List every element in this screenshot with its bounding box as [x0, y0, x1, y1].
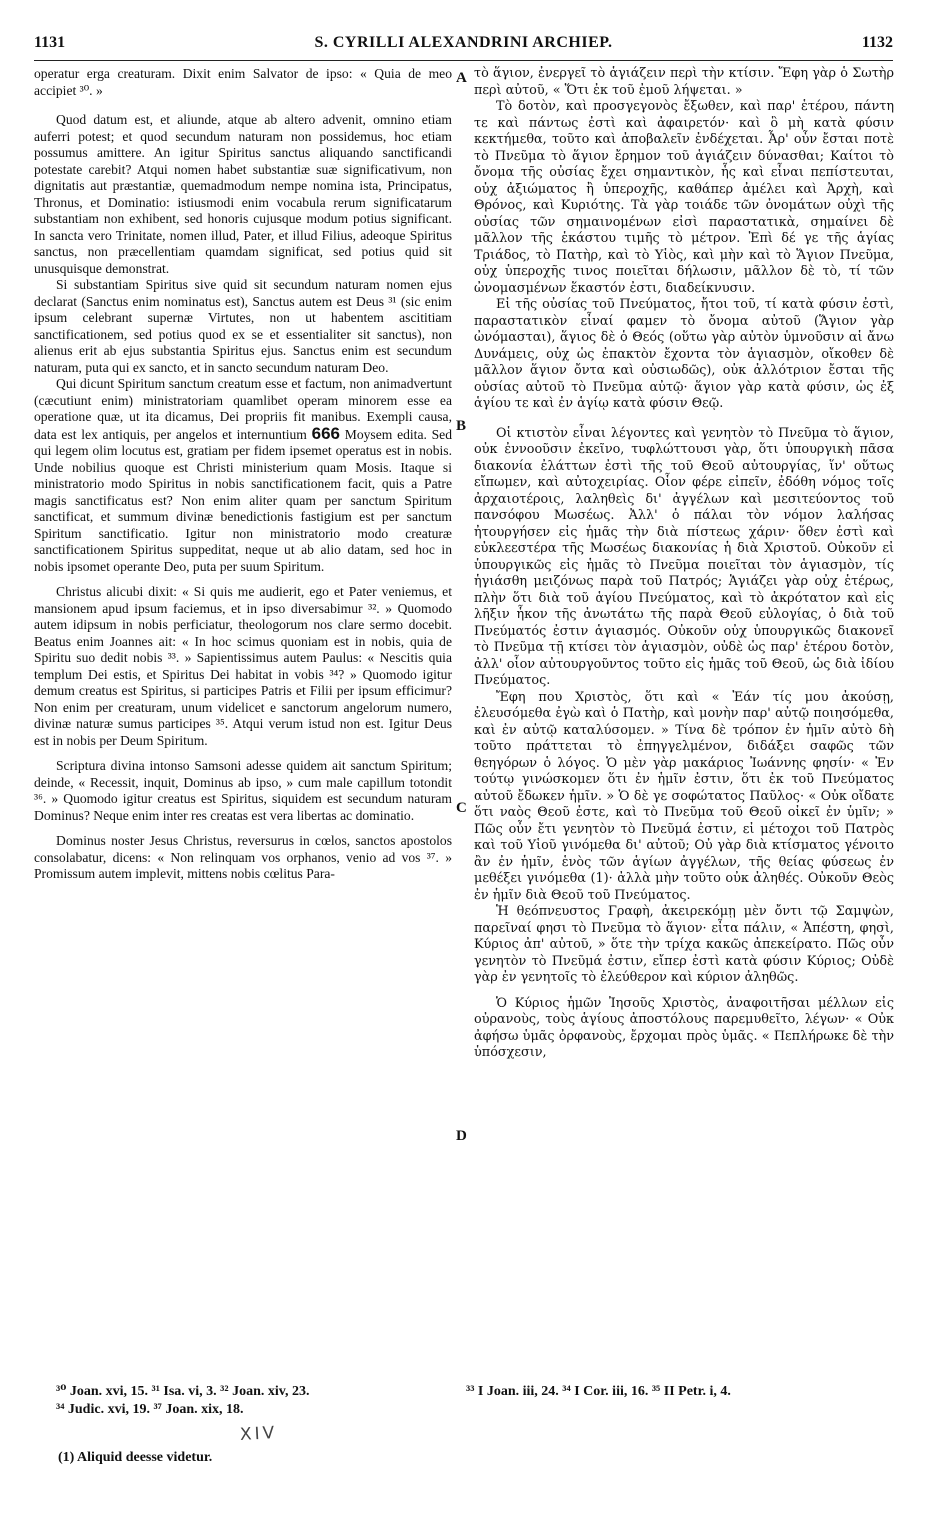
running-title: S. CYRILLI ALEXANDRINI ARCHIEP.	[314, 34, 613, 51]
column-number-666: 666	[311, 423, 340, 443]
greek-paragraph: Εἰ τῆς οὐσίας τοῦ Πνεύματος, ἤτοι τοῦ, τί κατὰ φύσιν ἐστὶ, παραστατικὸν εἶναί φαμεν τὸ ὄνομα αὐτοῦ (Ἅγιον γὰρ ὠνόμασται), ἅγιος δὲ ὁ Θεός (οὕτω γὰρ αὐτὸν ὑμνοῦσιν αἱ ἄνω Δυνάμεις, οὐχ ὡς ἐπακτὸν ἔχοντα τὸν ἁγιασμὸν, οἴκοθεν δὲ μᾶλλον ἅγιον ὄντα καὶ οὐσιωδῶς), οὐκ ἀλλότριον ἔσται τῆς οὐσίας αὐτοῦ τὸ Πνεῦμα αὐτῷ· ἅγιον γὰρ κατὰ φύσιν, ὡς ἐξ ἁγίου τε καὶ ἐν ἁγίῳ κατὰ φύσιν Θεῷ.	[474, 297, 894, 411]
footnote-line: ³³ I Joan. iii, 24. ³⁴ I Cor. iii, 16. ³⁵ II Petr. i, 4.	[466, 1384, 731, 1399]
greek-paragraph: Ἔφη που Χριστὸς, ὅτι καὶ « Ἐάν τίς μου ἀκούσῃ, ἐλευσόμεθα ἐγὼ καὶ ὁ Πατὴρ, καὶ μονὴν παρ' αὐτῷ ποιησόμεθα, καὶ ἐν αὐτῷ καταλύσομεν. » Τίνα δὲ τρόπον ἐν ἡμῖν αὐτὸ δὴ τοῦτο πράττεται τὸ ἐπηγγελμένον, διδάξει σαφῶς τῶν θεηγόρων ὁ λόγος. Ὁ μὲν γὰρ μακάριος Ἰωάννης φησίν· « Ἐν τούτῳ γινώσκομεν ὅτι ἐν ἡμῖν ἐστιν, ὅτι ἐκ τοῦ Πνεύματος αὐτοῦ ἔδωκεν ἡμῖν. » Ὁ δὲ γε σοφώτατος Παῦλος· « Οὐκ οἴδατε ὅτι ναὸς Θεοῦ ἐστε, καὶ τὸ Πνεῦμα τοῦ Θεοῦ οἰκεῖ ἐν ὑμῖν; » Πῶς οὖν ἔτι γενητὸν τὸ Πνεῦμά ἐστιν, εἰ μέτοχοι τοῦ Πατρὸς καὶ τοῦ Υἱοῦ γινόμεθα δι' αὐτοῦ; Οὐ γὰρ διὰ κτίσματος γένοιτο ἂν ἐν ἡμῖν, ἑνὸς τῶν ἁγίων ἀγγέλων, τῆς θείας φύσεως ἐν μεθέξει γινόμεθα (1)· ἀλλὰ μὴν τοῦτο οὐκ ἀληθές. Οὐκοῦν Θεὸς ἐν ἡμῖν διὰ Θεοῦ τοῦ Πνεύματος.	[474, 689, 894, 903]
greek-paragraph: τὸ ἅγιον, ἐνεργεῖ τὸ ἁγιάζειν περὶ τὴν κτίσιν. Ἔφη γὰρ ὁ Σωτὴρ περὶ αὐτοῦ, « Ὅτι ἐκ τοῦ ἐμοῦ λήψεται. »	[474, 66, 894, 98]
footnote-line: ³⁴ Judic. xvi, 19. ³⁷ Joan. xix, 18.	[56, 1402, 244, 1417]
greek-paragraph: Ὁ Κύριος ἡμῶν Ἰησοῦς Χριστὸς, ἀναφοιτῆσαι μέλλων εἰς οὐρανοὺς, τοὺς ἁγίους ἀποστόλους παρεμυθεῖτο, λέγων· « Οὐκ ἀφήσω ὑμᾶς ὀρφανοὺς, ἔρχομαι πρὸς ὑμᾶς. « Πεπλήρωκε δὲ τὴν ὑπόσχεσιν,	[474, 995, 894, 1060]
editorial-note: (1) Aliquid deesse videtur.	[58, 1450, 213, 1465]
latin-column	[34, 66, 452, 883]
latin-text: Qui dicunt Spiritum sanctum creatum esse et factum, non animadvertunt (cæcutiunt enim) ministratoriam quamlibet operam minorem esse ea operatione quæ, ut ita dicamus, Dei propriis fit manibus. Exempli causa, data est lex antiquis, per angelos et internuntium	[34, 376, 452, 442]
greek-paragraph: Ἡ θεόπνευστος Γραφὴ, ἀκειρεκόμῃ μὲν ὄντι τῷ Σαμψὼν, παρεῖναί φησι τὸ Πνεῦμα τὸ ἅγιον· εἶτα πάλιν, « Ἀπέστη, φησὶ, Κύριος ἀπ' αὐτοῦ, » ὅτε τὴν τρίχα κακῶς ἀπεκείρατο. Πῶς οὖν γενητὸν τὸ Πνεῦμά ἐστιν, εἴπερ ἐστὶ κατὰ φύσιν Κύριος; Οὐδὲ γὰρ ἐν γενητοῖς τὸ ἐλεύθερον καὶ κύριον ἀληθῶς.	[474, 904, 894, 985]
section-marker-d: D	[456, 1128, 467, 1144]
handwritten-annotation: XIV	[239, 1423, 278, 1445]
section-marker-a: A	[456, 70, 467, 86]
latin-paragraph: Scriptura divina intonso Samsoni adesse quidem ait sanctum Spiritum; deinde, « Recessit, inquit, Dominus ab ipso, » cum male capillum totondit ³⁶. » Quomodo igitur creatus est Spiritus, siquidem est secundum naturam Dominus? Neque enim inter res creatas est vera libertas ac dominatio.	[34, 758, 452, 823]
latin-paragraph: Quod datum est, et aliunde, atque ab altero advenit, omnino etiam auferri potest; et quod secundum naturam non possidemus, hoc etiam possumus amittere. An igitur Spiritus sanctus aliquando sanctificandi potestate carebit? Atqui nomen habet substantiæ suæ significativum, non dignitatis aut præstantiæ, quemadmodum nempe nomina ista, Principatus, Thronus, et Dominatio: istiusmodi enim vocabula rerum significatarum substantiam non exhibent, sed honoris cujusque modum potius significant. In sancta vero Trinitate, nomen illud, Pater, et illud Filius, adeoque Spiritus sanctus, non præcellentiam quamdam significat, sed potius quid sit unusquisque demonstrat.	[34, 112, 452, 276]
greek-paragraph: Οἱ κτιστὸν εἶναι λέγοντες καὶ γενητὸν τὸ Πνεῦμα τὸ ἅγιον, οὐκ ἐννοοῦσιν ἐκεῖνο, τυφλώττουσι γὰρ, ὅτι ὑπουργικὴ πᾶσα διακονία ἐλάττων ἐστὶ τῆς τοῦ Θεοῦ αὐτουργίας, ἵν' οὕτως εἴπωμεν, καὶ αὐτοχειρίας. Οἷον φέρε εἰπεῖν, ἐδόθη νόμος τοῖς ἀρχαιοτέροις, λαληθεὶς δι' ἀγγέλων καὶ μεσιτεύοντος τοῦ πανσόφου Μωσέως. Ἀλλ' ὁ πάλαι τὸν νόμον λαλήσας ἠτουργήσεν εἰς ἡμᾶς τὴν διὰ πίστεως χάριν· ὅθεν ἐστὶ καὶ εὐκλεεστέρα τῆς Μωσέως διακονίας ἡ διὰ Χριστοῦ. Οὐκοῦν εἰ ὑπουργικῶς εἰς ἡμᾶς τὸ Πνεῦμα ποιεῖται τὸν ἁγιασμὸν, τίς ἡγιάσθη μειζόνως παρὰ τοῦ Πατρός; Ἁγιάζει γὰρ οὐχ ἑτέρως, πλὴν ὅτι διὰ τοῦ ἁγίου Πνεύματος, καὶ τὸ ἀκρότατον καὶ εἰς λῆξιν ἧκον τῆς ἀνωτάτω τῆς παρὰ Θεοῦ εὐλογίας, ὁ διὰ τοῦ Πνεύματός ἐστιν ἁγιασμός. Οὐκοῦν οὐχ ὑπουργικῶς διακονεῖ τὸ Πνεῦμα τῇ κτίσει τὸν ἁγιασμὸν, οὐδὲ ὡς παρ' ἑτέρου δοτὸν, ἀλλ' οἷον αὐτουργοῦντος τοῦτο εἰς ἡμᾶς τοῦ Θεοῦ, ὡς διὰ ἰδίου Πνεύματος.	[474, 425, 894, 688]
latin-paragraph: Christus alicubi dixit: « Si quis me audierit, ego et Pater veniemus, et mansionem apud ipsum faciemus, et in ipso diversabimur ³². » Quomodo autem idipsum in nobis perficiatur, theologorum nos clare sermo docebit. Beatus enim Joannes ait: « In hoc scimus quoniam est in nobis, quia de Spiritu suo dedit nobis ³³. » Sapientissimus autem Paulus: « Nescitis quia templum Dei estis, et Spiritus Dei habitat in vobis ³⁴? » Quomodo igitur demum creatus est Spiritus, si participes Patris et Filii per ipsum efficimur? Non enim per creaturam, unum videlicet e sanctorum angelorum numero, divinæ naturæ sumus participes ³⁵. Atqui verum istud non est. Igitur Deus est in nobis per Deum Spiritum.	[34, 584, 452, 748]
page-number-right: 1132	[861, 34, 893, 51]
page-number-left: 1131	[34, 34, 66, 51]
greek-paragraph: Τὸ δοτὸν, καὶ προσγεγονὸς ἔξωθεν, καὶ παρ' ἑτέρου, πάντη τε καὶ πάντως ἐστὶ καὶ ἀφαιρετόν· καὶ ὃ μὴ κατὰ φύσιν κεκτήμεθα, τοῦτο καὶ ἀποβαλεῖν ἐνδέχεται. Ἆρ' οὖν ἔσται ποτὲ τὸ Πνεῦμα τὸ ἅγιον ἔρημον τοῦ ἁγιάζειν δύνασθαι; Καίτοι τὸ ὄνομα τῆς οὐσίας ἔχει σημαντικὸν, ἧς καὶ εἶναι πεπίστευται, οὐχ ἀξιώματος ἢ ὑπεροχῆς, καθάπερ ἀμέλει καὶ Ἀρχὴ, καὶ Θρόνος, καὶ Κυριότης. Τὰ γὰρ τοιάδε τῶν ὀνομάτων οὐχὶ τῆς οὐσίας τῶν σημαινομένων εἰσὶ παραστατικὰ, σημαίνει δὲ μᾶλλον τῆς ἑκάστου τιμῆς τὸ μέτρον. Ἐπὶ δέ γε τῆς ἁγίας Τριάδος, τὸ Πατὴρ, καὶ τὸ Υἱὸς, καὶ μὴν καὶ τὸ Ἅγιον Πνεῦμα, οὐχ ὑπεροχῆς τινος ποιεῖται δήλωσιν, μᾶλλον δὲ τὸ, τί τῶν ὠνομασμένων ἕκαστόν ἐστι, διαδείκνυσιν.	[474, 99, 894, 296]
footnote-line: ³⁰ Joan. xvi, 15. ³¹ Isa. vi, 3. ³² Joan. xiv, 23.	[56, 1384, 310, 1399]
page-header	[34, 34, 893, 56]
latin-paragraph: Dominus noster Jesus Christus, reversurus in cœlos, sanctos apostolos consolabatur, dicens: « Non relinquam vos orphanos, venio ad vos ³⁷. » Promissum autem implevit, mittens nobis cœlitus Para-	[34, 833, 452, 881]
greek-column	[474, 66, 894, 1062]
section-marker-b: B	[456, 418, 467, 434]
section-marker-c: C	[456, 800, 467, 816]
header-rule	[34, 60, 893, 61]
latin-paragraph	[34, 376, 452, 575]
latin-paragraph: operatur erga creaturam. Dixit enim Salvator de ipso: « Quia de meo accipiet ³⁰. »	[34, 66, 452, 98]
latin-paragraph: Si substantiam Spiritus sive quid sit secundum naturam nomen ejus declarat (Sanctus enim nominatus est), Sanctus autem est Deus ³¹ (sic enim ipsum celebrant supernæ Virtutes, non ut habentem ascititiam sanctificationem, sed potius quod ex se et essentialiter sit sanctus), non alienus erit ab ejus substantia Spiritus ejus. Sanctus enim est secundum naturam, puta qui ex sancto, et in sancto secundum naturam Deo.	[34, 277, 452, 375]
latin-text: Moysem edita. Sed qui legem olim locutus est, gratiam per fidem ipsemet operatus est in nobis. Unde nobilius quoque est Christi ministerium quam Mosis. Itaque si ministratorio modo Spiritus in nobis sanctificationem facit, quis a Patre magis sanctificatus est? Non enim aliter quam per sanctum Spiritum sanctificat, et summum divinæ benedictionis fastigium est per sanctum Spiritum sanctificatio. Igitur non ministratorio modo creaturæ sanctificationem Spiritus suppeditat, neque ut ab alio datam, sed hoc in nobis ipsomet operante Deo, puta per suum Spiritum.	[34, 426, 453, 574]
